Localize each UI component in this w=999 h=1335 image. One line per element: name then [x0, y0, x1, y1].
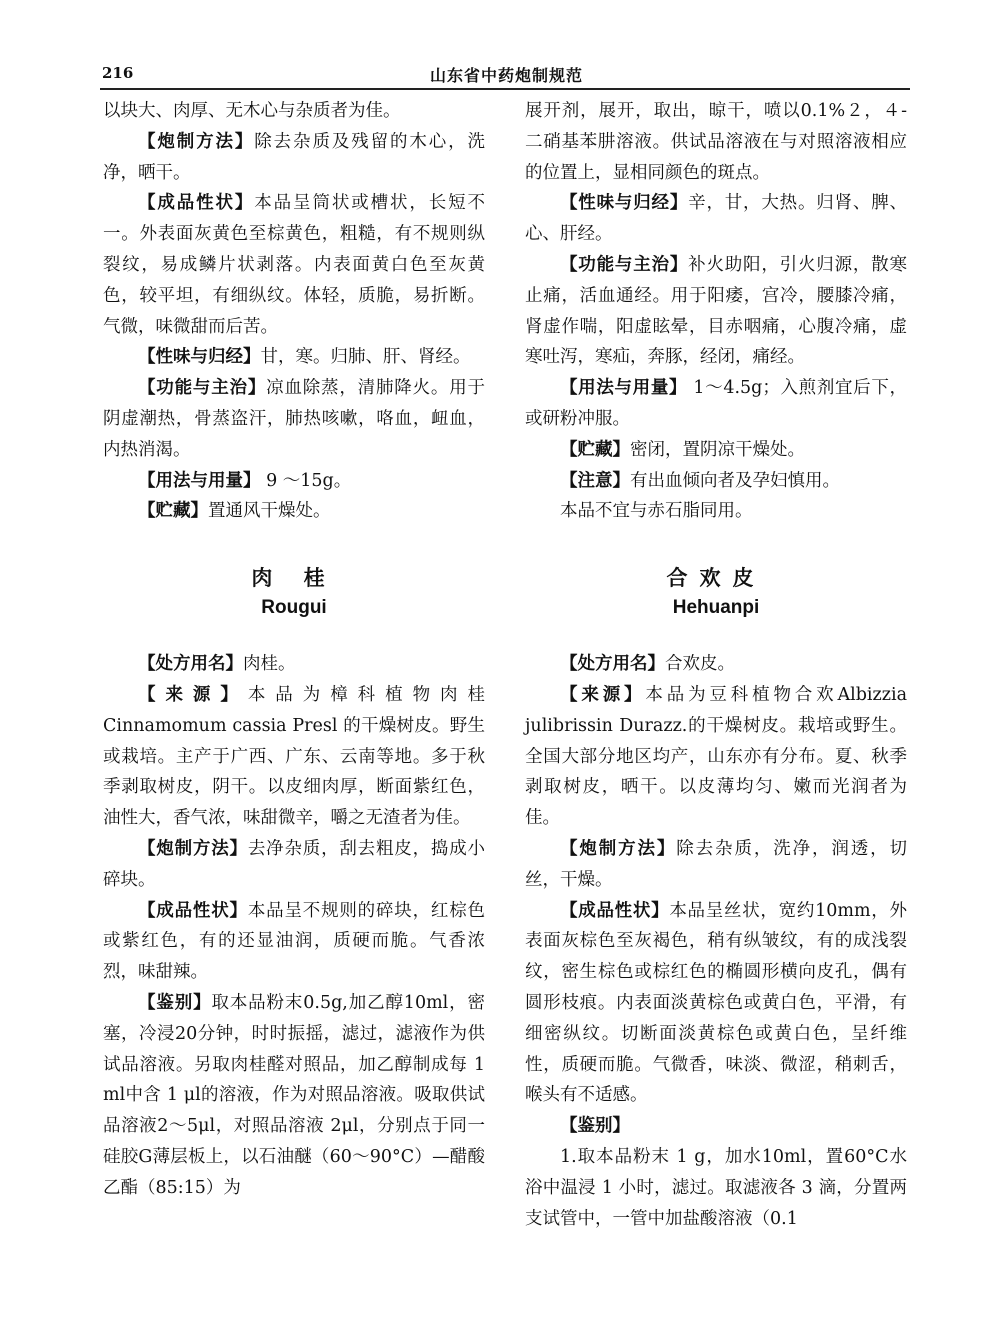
- paragraph: 展开剂，展开，取出，晾干，喷以0.1%２，４-二硝基苯肼溶液。供试品溶液在与对照溶液相应的位置上，显相同颜色的斑点。: [525, 101, 907, 183]
- paragraph: 以块大、肉厚、无木心与杂质者为佳。: [103, 101, 401, 121]
- paragraph: 【成品性状】本品呈筒状或槽状，长短不一。外表面灰黄色至棕黄色，粗糙，有不规则纵裂纹，易成鳞片状剥落。内表面黄白色至灰黄色，较平坦，有细纵纹。体轻，质脆，易折断。气微，味微甜而后苦。: [103, 193, 486, 337]
- left-column: [103, 96, 485, 1204]
- paragraph: 1.取本品粉末 1 g，加水10ml，置60°C水浴中温浸 1 小时，滤过。取滤液各 3 滴，分置两支试管中，一管中加盐酸溶液（0.1: [525, 1146, 907, 1229]
- paragraph: 【成品性状】本品呈不规则的碎块，红棕色或紫红色，有的还显油润，质硬而脆。气香浓烈，味甜辣。: [103, 900, 486, 983]
- paragraph: 【贮藏】置通风干燥处。: [138, 501, 331, 522]
- page-number: 216: [102, 64, 134, 82]
- paragraph: 【处方用名】合欢皮。: [560, 654, 735, 675]
- paragraph: 【鉴别】取本品粉末0.5g,加乙醇10ml，密塞，冷浸20分钟，时时振摇，滤过，滤液作为供试品溶液。另取肉桂醛对照品，加乙醇制成每 1 ml中含 1 μl的溶液，作为对照品溶液。吸取供试品溶液2～5μl，对照品溶液 2μl，分别点于同一硅胶G薄层板上，以石油醚（60～90°C）—醋酸乙酯（85:15）为: [103, 992, 485, 1198]
- paragraph: 【炮制方法】除去杂质及残留的木心，洗净，晒干。: [103, 131, 486, 183]
- paragraph: 【功能与主治】补火助阳，引火归源，散寒止痛，活血通经。用于阳痿，宫冷，腰膝冷痛，肾虚作喘，阳虚眩晕，目赤咽痛，心腹冷痛，虚寒吐泻，寒疝，奔豚，经闭，痛经。: [525, 254, 908, 368]
- page-header: [100, 60, 910, 90]
- paragraph: 【用法与用量】 1～4.5g；入煎剂宜后下，或研粉冲服。: [525, 378, 907, 429]
- paragraph: 【炮制方法】除去杂质，洗净，润透，切丝，干燥。: [525, 838, 908, 890]
- paragraph: 【注意】有出血倾向者及孕妇慎用。: [560, 470, 840, 491]
- running-title: 山东省中药炮制规范: [430, 66, 584, 85]
- paragraph: 【功能与主治】凉血除蒸，清肺降火。用于阴虚潮热，骨蒸盗汗，肺热咳嗽，咯血，衄血，内热消渴。: [103, 378, 486, 460]
- paragraph: 本品不宜与赤石脂同用。: [560, 501, 753, 522]
- paragraph: 【性味与归经】辛，甘，大热。归肾、脾、心、肝经。: [525, 193, 908, 245]
- paragraph: 【成品性状】本品呈丝状，宽约10mm，外表面灰棕色至灰褐色，稍有纵皱纹，有的成浅裂纹，密生棕色或棕红色的椭圆形横向皮孔，偶有圆形枝痕。内表面淡黄棕色或黄白色，平滑，有细密纵纹。切断面淡黄棕色或黄白色，呈纤维性，质硬而脆。气微香，味淡、微涩，稍刺舌，喉头有不适感。: [525, 900, 907, 1106]
- entry-pinyin: Rougui: [261, 597, 327, 619]
- entry-title: 肉 桂: [251, 565, 337, 591]
- paragraph: 【用法与用量】 9 ～15g。: [138, 470, 352, 491]
- entry-title: 合欢皮: [666, 565, 766, 591]
- paragraph: 【炮制方法】去净杂质，刮去粗皮，捣成小碎块。: [103, 838, 486, 890]
- paragraph: 【处方用名】肉桂。: [138, 654, 296, 675]
- right-column: [525, 96, 907, 1234]
- paragraph: 【性味与归经】甘，寒。归肺、肝、肾经。: [138, 347, 471, 368]
- paragraph: 【来源】本品为豆科植物合欢Albizzia julibrissin Durazz.的干燥树皮。栽培或野生。全国大部分地区均产，山东亦有分布。夏、秋季剥取树皮，晒干。以皮薄均匀、嫩而光润者为佳。: [525, 684, 907, 829]
- paragraph: 【贮藏】密闭，置阴凉干燥处。: [560, 439, 805, 460]
- paragraph: 【鉴别】: [560, 1116, 630, 1137]
- paragraph: 【来源】本品为樟科植物肉桂 Cinnamomum cassia Presl 的干燥树皮。野生或栽培。主产于广西、广东、云南等地。多于秋季剥取树皮，阴干。以皮细肉厚，断面紫红色，油性大，香气浓，味甜微辛，嚼之无渣者为佳。: [103, 684, 486, 829]
- entry-pinyin: Hehuanpi: [672, 597, 760, 619]
